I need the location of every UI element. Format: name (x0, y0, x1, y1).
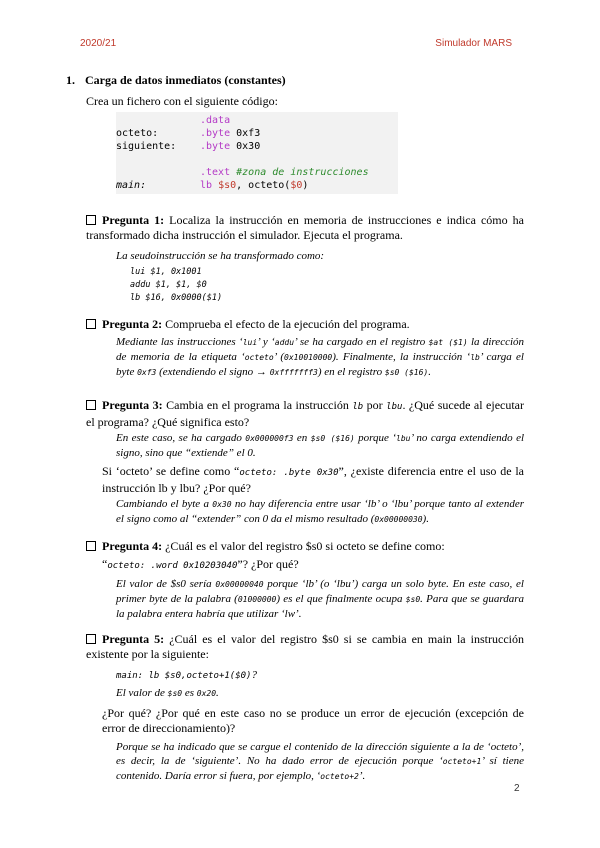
checkbox-q2[interactable] (86, 319, 96, 329)
code-line-octeto: octeto: (116, 128, 159, 139)
answer-5-followup: Porque se ha indicado que se cargue el contenido de la dirección siguiente a la de ‘octeto’, es decir, la de ‘siguiente’. No ha dado error de ejecución porque ‘octeto+1’ sí tiene contenido. Daría error si fuera, por ejemplo, ‘octeto+2’. (116, 741, 524, 782)
header-title: Simulador MARS (435, 38, 512, 49)
question-5-code: main: lb $s0,octeto+1($0)? (116, 669, 257, 681)
code-line-data: .data (200, 115, 231, 126)
answer-1: La seudoinstrucción se ha transformado como: (116, 250, 325, 262)
intro-text: Crea un fichero con el siguiente código: (86, 94, 278, 108)
question-3-followup: Si ‘octeto’ se define como “octeto: .byte 0x30”, ¿existe diferencia entre el uso de la instrucción lb y lbu? ¿Por qué? (102, 464, 524, 495)
question-5: Pregunta 5: ¿Cuál es el valor del registro $s0 si se cambia en main la instrucción existente por la siguiente: (86, 632, 524, 661)
answer-2: Mediante las instrucciones ‘lui’ y ‘addu’ se ha cargado en el registro $at ($1) la dirección de memoria de la etiqueta ‘octeto’ (0x10010000). Finalmente, la instrucción ‘lb’ carga el byte 0xf3 (extendiendo el signo → 0xfffffff3) en el registro $s0 ($16). (116, 336, 525, 378)
section-title: 1. Carga de datos inmediatos (constantes) (66, 73, 286, 87)
code-line-main: main: (116, 180, 147, 191)
answer-3-followup: Cambiando el byte a 0x30 no hay diferencia entre usar ‘lb’ o ‘lbu’ porque tanto al extender el signo como al “extender” con 0 da el mismo resultado (0x00000030). (116, 498, 524, 525)
question-1: Pregunta 1: Localiza la instrucción en memoria de instrucciones e indica cómo ha transformado dicha instrucción el simulador. Ejecuta el programa. (86, 213, 524, 242)
answer-5: El valor de $s0 es 0x20. (116, 687, 219, 699)
checkbox-q3[interactable] (86, 400, 96, 410)
checkbox-q1[interactable] (86, 215, 96, 225)
answer-1-code: lui $1, 0x1001 addu $1, $1, $0 lb $16, 0x0000($1) (130, 267, 223, 303)
code-block: .data octeto: .byte 0xf3 siguiente: .byte 0x30 .text #zona de instrucciones main: lb $s0, octeto($0) (116, 112, 398, 194)
question-3: Pregunta 3: Cambia en el programa la instrucción lb por lbu. ¿Qué sucede al ejecutar el programa? ¿Qué significa esto? (86, 398, 525, 429)
page-number: 2 (514, 783, 520, 794)
answer-4: El valor de $s0 sería 0x00000040 porque ‘lb’ (o ‘lbu’) carga un solo byte. En este caso, el primer byte de la palabra (01000000) es el que finalmente ocupa $s0. Para que se guardara la palabra entera habría que utilizar ‘lw’. (116, 578, 525, 620)
code-line-siguiente: siguiente: (116, 141, 177, 152)
question-5-followup: ¿Por qué? ¿Por qué en este caso no se produce un error de ejecución (excepción de error de direccionamiento)? (102, 706, 524, 735)
checkbox-q5[interactable] (86, 634, 96, 644)
answer-3: En este caso, se ha cargado 0x000000f3 en $s0 ($16) porque ‘lbu’ no carga extendiendo el signo, sino que “extiende” el 0. (116, 432, 525, 459)
header-year: 2020/21 (80, 38, 117, 49)
code-line-text: .text #zona de instrucciones (200, 167, 369, 178)
question-4-line: “octeto: .word 0x10203040”? ¿Por qué? (102, 557, 299, 571)
question-4: Pregunta 4: ¿Cuál es el valor del registro $s0 si octeto se define como: (86, 539, 524, 554)
checkbox-q4[interactable] (86, 541, 96, 551)
question-2: Pregunta 2: Comprueba el efecto de la ejecución del programa. (86, 317, 524, 332)
